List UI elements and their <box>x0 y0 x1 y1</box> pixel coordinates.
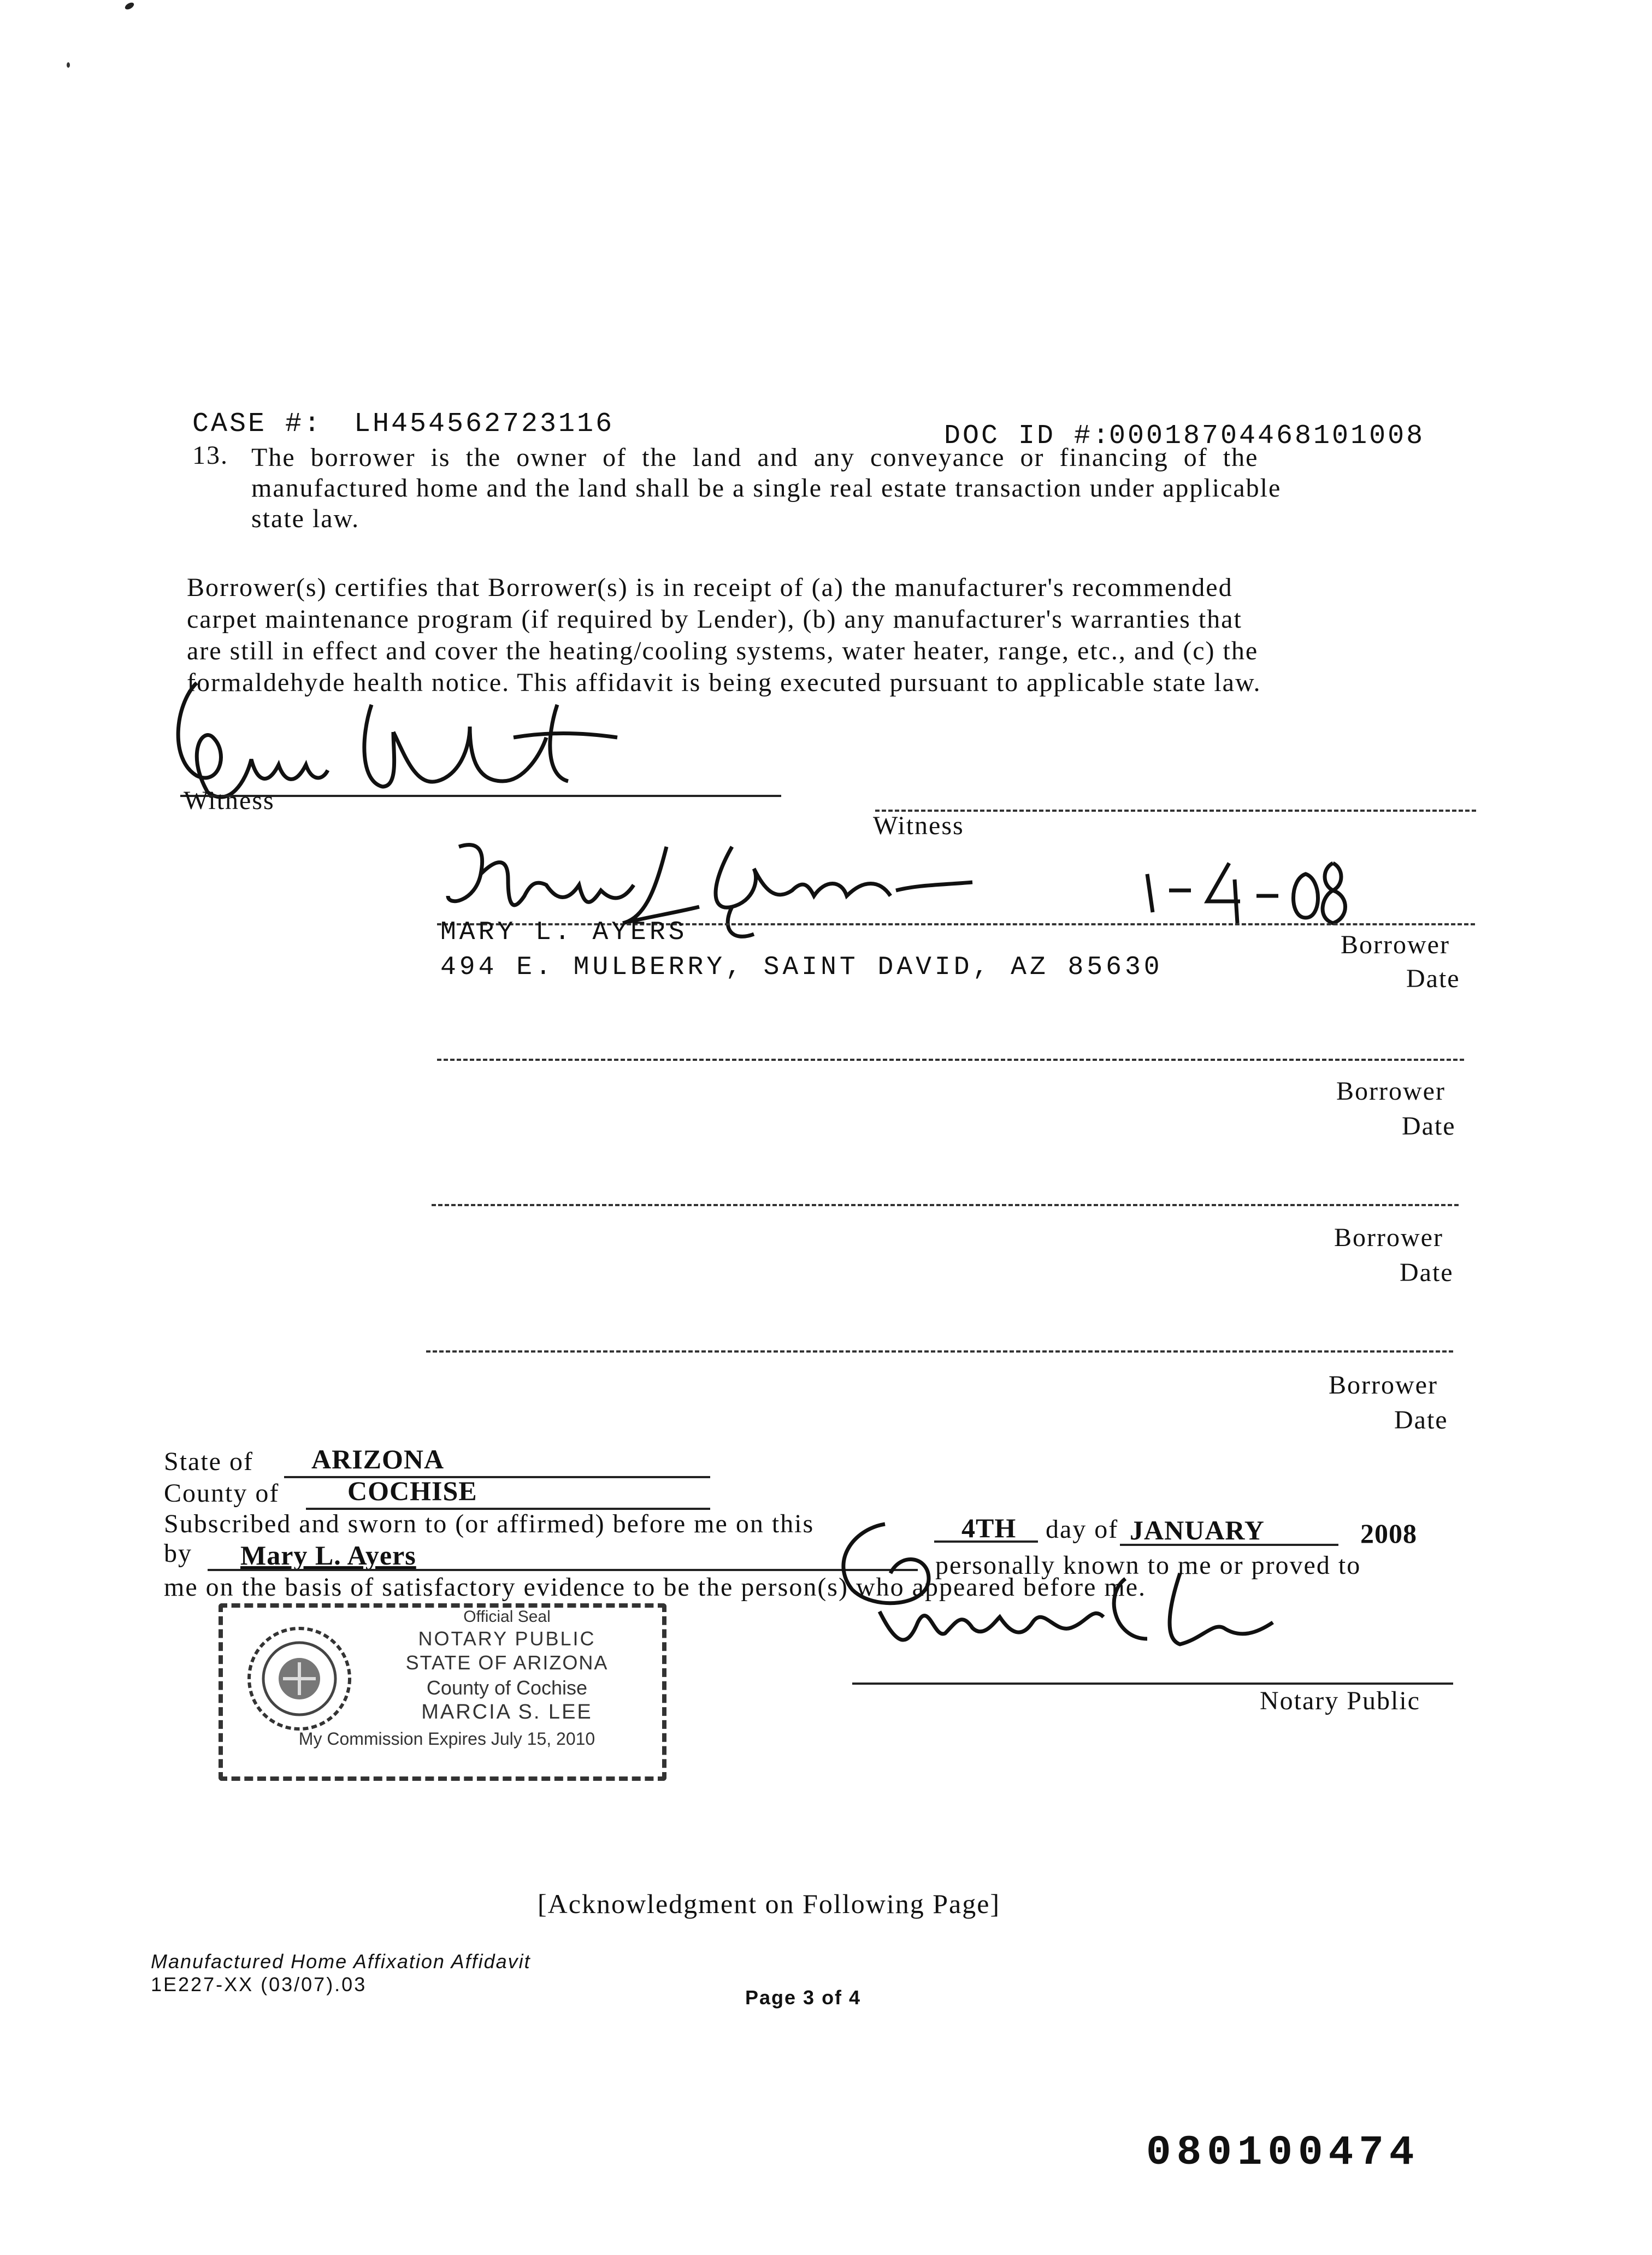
witness-line-right <box>875 810 1476 812</box>
borrower-role-label: Borrower <box>1329 1371 1438 1400</box>
state-seal-icon <box>245 1624 354 1733</box>
clause-number: 13. <box>192 441 228 470</box>
seal-line: MARCIA S. LEE <box>421 1701 593 1723</box>
by-value: Mary L. Ayers <box>240 1540 416 1571</box>
notary-signature <box>819 1513 1377 1693</box>
borrower-address: 494 E. MULBERRY, SAINT DAVID, AZ 85630 <box>440 953 1163 982</box>
clause-line: manufactured home and the land shall be a single real estate transaction under applicable <box>251 474 1282 503</box>
certification-line: are still in effect and cover the heating/cooling systems, water heater, range, etc., and (c) the <box>187 636 1259 665</box>
certification-line: Borrower(s) certifies that Borrower(s) is in receipt of (a) the manufacturer's recommended <box>187 573 1233 602</box>
day-value: 4TH <box>961 1513 1017 1543</box>
borrower-line-blank <box>432 1204 1459 1206</box>
evidence-text: me on the basis of satisfactory evidence to be the person(s) who appeared before me. <box>164 1573 1147 1602</box>
month-value: JANUARY <box>1130 1515 1265 1545</box>
by-label: by <box>164 1539 192 1568</box>
signed-date-handwritten <box>1136 852 1355 934</box>
notary-seal <box>219 1603 666 1781</box>
borrower-date-label: Date <box>1394 1406 1448 1435</box>
borrower-line-blank <box>437 1059 1464 1061</box>
certification-line: formaldehyde health notice. This affidavit is being executed pursuant to applicable state law. <box>187 668 1261 697</box>
borrower-date-label: Date <box>1400 1258 1454 1287</box>
personally-known-text: personally known to me or proved to <box>935 1551 1361 1580</box>
borrower-role-label: Borrower <box>1341 930 1450 959</box>
seal-line: County of Cochise <box>426 1677 588 1699</box>
seal-line: My Commission Expires July 15, 2010 <box>298 1729 595 1749</box>
borrower-date-label: Date <box>1406 964 1460 993</box>
by-line <box>208 1569 918 1571</box>
notary-signature-line <box>852 1683 1453 1685</box>
seal-line: Official Seal <box>463 1608 551 1626</box>
year-value: 2008 <box>1360 1518 1417 1549</box>
seal-line: NOTARY PUBLIC <box>418 1627 596 1650</box>
state-label: State of <box>164 1447 253 1476</box>
witness-label-left: Witness <box>184 786 275 815</box>
witness-label-right: Witness <box>873 811 964 840</box>
borrower-date-label: Date <box>1402 1112 1456 1141</box>
sworn-text: Subscribed and sworn to (or affirmed) before me on this <box>164 1509 815 1538</box>
form-code: 1E227-XX (03/07).03 <box>151 1973 367 1996</box>
county-value: COCHISE <box>347 1475 477 1506</box>
case-number: LH454562723116 <box>354 409 615 440</box>
acknowledgment-note: [Acknowledgment on Following Page] <box>538 1888 1001 1919</box>
seal-line: STATE OF ARIZONA <box>405 1651 609 1674</box>
case-label: CASE #: <box>192 409 323 440</box>
borrower-role-label: Borrower <box>1334 1223 1443 1252</box>
clause-line: state law. <box>251 504 360 533</box>
borrower-line-blank <box>426 1350 1453 1353</box>
borrower-name: MARY L. AYERS <box>440 918 688 947</box>
county-label: County of <box>164 1479 280 1508</box>
recording-number: 080100474 <box>1146 2129 1420 2176</box>
page-number: Page 3 of 4 <box>745 1986 862 2009</box>
form-title: Manufactured Home Affixation Affidavit <box>151 1950 531 1973</box>
state-value: ARIZONA <box>311 1444 445 1474</box>
scan-speck <box>124 1 135 11</box>
clause-line: The borrower is the owner of the land and any conveyance or financing of the <box>251 443 1259 472</box>
day-of-label: day of <box>1046 1515 1119 1544</box>
scan-speck <box>67 62 70 68</box>
borrower-role-label: Borrower <box>1336 1077 1446 1106</box>
doc-id-label: DOC ID #: <box>944 421 1112 452</box>
doc-id-number: 00018704468101008 <box>1109 421 1425 452</box>
notary-public-label: Notary Public <box>1260 1686 1420 1715</box>
certification-line: carpet maintenance program (if required by Lender), (b) any manufacturer's warranties that <box>187 605 1242 634</box>
